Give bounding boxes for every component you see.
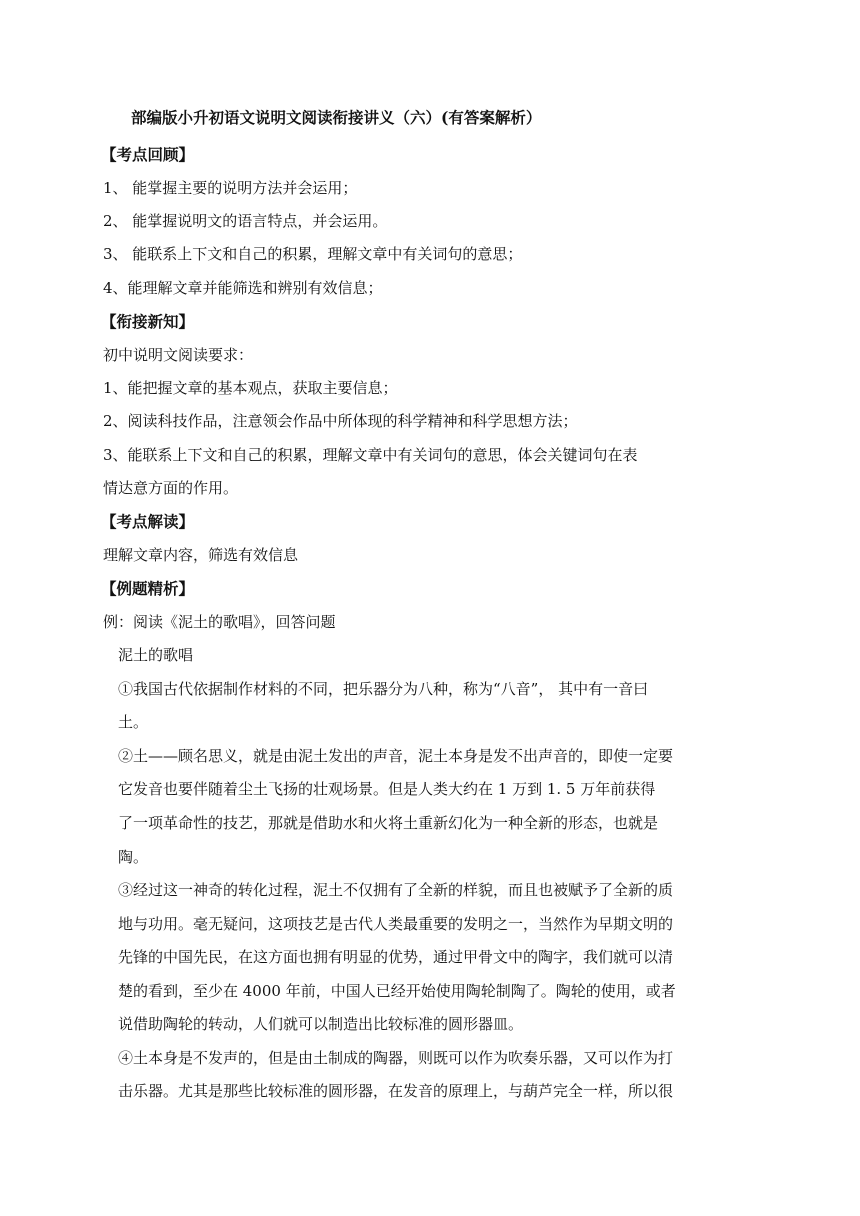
- new-intro: 初中说明文阅读要求：: [103, 346, 254, 364]
- article-line: 地与功用。毫无疑问，这项技艺是古代人类最重要的发明之一，当然作为早期文明的: [118, 915, 674, 933]
- review-item: 1、 能掌握主要的说明方法并会运用；: [103, 179, 358, 197]
- article-title: 泥土的歌唱: [118, 646, 194, 664]
- section-heading-review: 【考点回顾】: [101, 145, 195, 164]
- section-heading-interpret: 【考点解读】: [101, 512, 195, 531]
- article-line: ①我国古代依据制作材料的不同，把乐器分为八种，称为“八音”， 其中有一音曰: [118, 680, 649, 698]
- article-line: 土。: [118, 713, 149, 731]
- article-line: 说借助陶轮的转动，人们就可以制造出比较标准的圆形器皿。: [118, 1015, 524, 1033]
- article-line: ②土——顾名思义，就是由泥土发出的声音，泥土本身是发不出声音的，即使一定要: [118, 747, 674, 765]
- document-title: 部编版小升初语文说明文阅读衔接讲义（六）(有答案解析）: [131, 108, 542, 127]
- article-line: ④土本身是不发声的，但是由土制成的陶器，则既可以作为吹奏乐器，又可以作为打: [118, 1049, 674, 1067]
- article-line: ③经过这一神奇的转化过程，泥土不仅拥有了全新的样貌，而且也被赋予了全新的质: [118, 881, 674, 899]
- article-line: 楚的看到，至少在 4000 年前，中国人已经开始使用陶轮制陶了。陶轮的使用，或者: [118, 982, 676, 1000]
- new-item: 2、阅读科技作品，注意领会作品中所体现的科学精神和科学思想方法；: [103, 412, 578, 430]
- review-item: 3、 能联系上下文和自己的积累，理解文章中有关词句的意思；: [103, 245, 523, 263]
- new-item: 情达意方面的作用。: [103, 479, 239, 497]
- article-line: 了一项革命性的技艺，那就是借助水和火将土重新幻化为一种全新的形态，也就是: [118, 814, 659, 832]
- interpret-text: 理解文章内容，筛选有效信息: [103, 546, 299, 564]
- new-item: 3、能联系上下文和自己的积累，理解文章中有关词句的意思，体会关键词句在表: [103, 446, 638, 464]
- section-heading-new: 【衔接新知】: [101, 312, 195, 331]
- review-item: 4、能理解文章并能筛选和辨别有效信息；: [103, 279, 383, 297]
- example-intro: 例：阅读《泥土的歌唱》，回答问题: [103, 613, 336, 631]
- article-line: 先锋的中国先民，在这方面也拥有明显的优势，通过甲骨文中的陶字，我们就可以清: [118, 948, 674, 966]
- article-line: 击乐器。尤其是那些比较标准的圆形器，在发音的原理上，与葫芦完全一样，所以很: [118, 1082, 674, 1100]
- review-item: 2、 能掌握说明文的语言特点，并会运用。: [103, 212, 388, 230]
- new-item: 1、能把握文章的基本观点，获取主要信息；: [103, 379, 398, 397]
- article-line: 它发音也要伴随着尘土飞扬的壮观场景。但是人类大约在 1 万到 1. 5 万年前获得: [118, 780, 656, 798]
- article-line: 陶。: [118, 848, 149, 866]
- section-heading-example: 【例题精析】: [101, 579, 195, 598]
